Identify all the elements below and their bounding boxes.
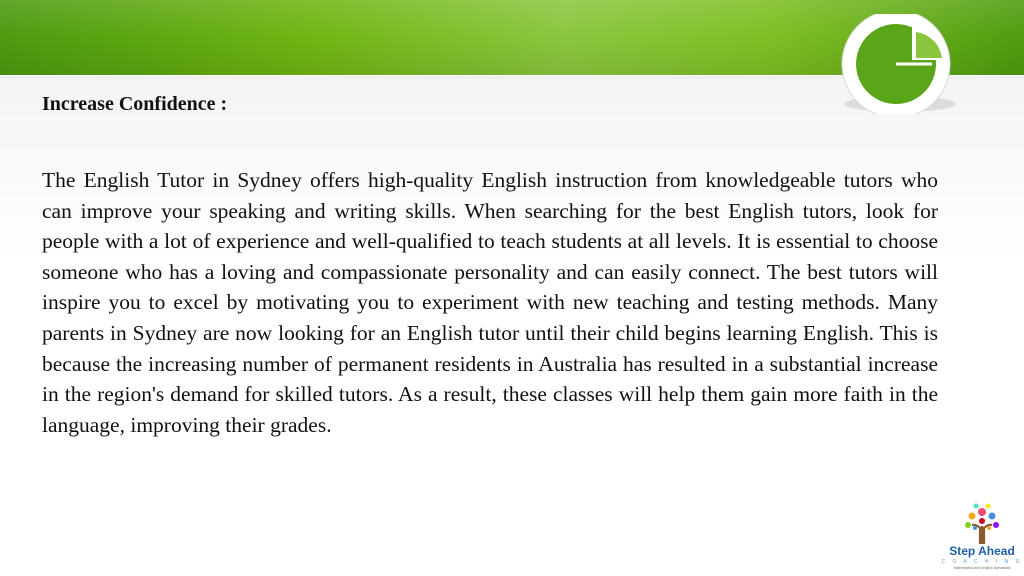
pie-logo-icon xyxy=(834,14,984,114)
brand-tagline: Mathematics and English Specialists xyxy=(953,566,1011,570)
tree-icon xyxy=(958,498,1006,546)
brand-subtitle: C O A C H I N G xyxy=(941,559,1023,565)
brand-logo xyxy=(940,496,1024,576)
brand-name: Step Ahead xyxy=(949,544,1015,558)
page-heading: Increase Confidence : xyxy=(42,93,228,115)
body-paragraph: The English Tutor in Sydney offers high-quality English instruction from knowledgeable tutors who can improve your speaking and writing skills. When searching for the best English tutors, look for people with a lot of experience and well-qualified to teach students at all levels. It is essential to choose someone who has a loving and compassionate personality and can easily connect. The best tutors will inspire you to excel by motivating you to experiment with new teaching and testing methods. Many parents in Sydney are now looking for an English tutor until their child begins learning English. This is because the increasing number of permanent residents in Australia has resulted in a substantial increase in the region's demand for skilled tutors. As a result, these classes will help them gain more faith in the language, improving their grades. xyxy=(42,168,938,437)
